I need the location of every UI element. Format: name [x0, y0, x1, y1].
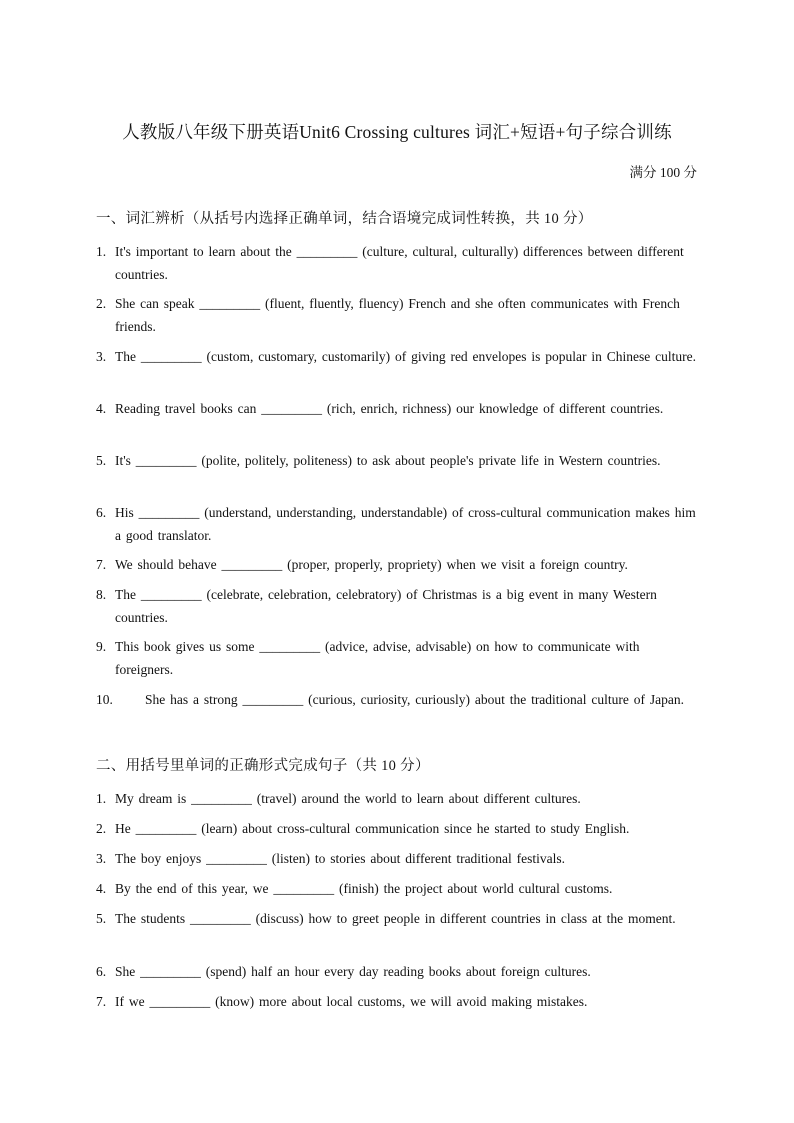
question-item — [96, 878, 696, 901]
question-text: Reading travel books can _________ (rich, enrich, richness) our knowledge of different countries. — [115, 401, 664, 416]
question-item — [96, 450, 696, 473]
question-number: 7. — [96, 557, 107, 572]
question-number: 5. — [96, 453, 107, 468]
question-text: The boy enjoys _________ (listen) to stories about different traditional festivals. — [115, 851, 566, 866]
question-number: 4. — [96, 881, 107, 896]
question-item — [96, 398, 696, 421]
question-text: She can speak _________ (fluent, fluently, fluency) French and she often communicates with French friends. — [115, 296, 680, 334]
question-number: 6. — [96, 964, 107, 979]
question-number: 6. — [96, 505, 107, 520]
question-number: 2. — [96, 296, 107, 311]
question-item — [96, 788, 696, 811]
question-text: The _________ (custom, customary, customarily) of giving red envelopes is popular in Chinese culture. — [115, 349, 697, 364]
question-item — [96, 991, 696, 1014]
question-item — [96, 908, 696, 931]
question-number: 9. — [96, 639, 107, 654]
question-number: 3. — [96, 851, 107, 866]
question-item — [96, 636, 696, 681]
page-title: 人教版八年级下册英语Unit6 Crossing cultures 词汇+短语+句子综合训练 — [122, 122, 672, 142]
question-number: 2. — [96, 821, 107, 836]
question-number: 10. — [96, 692, 113, 707]
question-text: If we _________ (know) more about local customs, we will avoid making mistakes. — [115, 994, 588, 1009]
question-text: This book gives us some _________ (advice, advise, advisable) on how to communicate with foreigners. — [115, 639, 640, 677]
question-item — [96, 584, 696, 629]
question-number: 1. — [96, 244, 107, 259]
question-text: The students _________ (discuss) how to greet people in different countries in class at the moment. — [115, 911, 676, 926]
question-item — [96, 293, 696, 338]
total-score: 满分 100 分 — [629, 165, 697, 180]
question-item — [96, 689, 696, 712]
section-1-heading: 一、词汇辨析（从括号内选择正确单词，结合语境完成词性转换，共 10 分） — [96, 211, 593, 227]
question-item — [96, 346, 696, 369]
question-text: His _________ (understand, understanding, understandable) of cross-cultural communication makes him a good translator. — [115, 505, 696, 543]
question-number: 7. — [96, 994, 107, 1009]
question-number: 3. — [96, 349, 107, 364]
question-item — [96, 818, 696, 841]
question-item — [96, 241, 696, 286]
question-text: She _________ (spend) half an hour every day reading books about foreign cultures. — [115, 964, 591, 979]
question-item — [96, 961, 696, 984]
question-number: 1. — [96, 791, 107, 806]
question-text: My dream is _________ (travel) around the world to learn about different cultures. — [115, 791, 581, 806]
question-item — [96, 554, 696, 577]
section-2-heading: 二、用括号里单词的正确形式完成句子（共 10 分） — [96, 758, 430, 774]
question-text: It's _________ (polite, politely, politeness) to ask about people's private life in Western countries. — [115, 453, 661, 468]
question-text: It's important to learn about the _________ (culture, cultural, culturally) differences between different countries. — [115, 244, 684, 282]
question-text: The _________ (celebrate, celebration, celebratory) of Christmas is a big event in many Western countries. — [115, 587, 657, 625]
question-number: 8. — [96, 587, 107, 602]
question-number: 4. — [96, 401, 107, 416]
question-number: 5. — [96, 911, 107, 926]
question-text: By the end of this year, we _________ (finish) the project about world cultural customs. — [115, 881, 613, 896]
question-text: She has a strong _________ (curious, curiosity, curiously) about the traditional culture of Japan. — [145, 692, 685, 707]
question-item — [96, 848, 696, 871]
question-item — [96, 502, 696, 547]
question-text: He _________ (learn) about cross-cultural communication since he started to study English. — [115, 821, 630, 836]
question-text: We should behave _________ (proper, properly, propriety) when we visit a foreign country. — [115, 557, 628, 572]
